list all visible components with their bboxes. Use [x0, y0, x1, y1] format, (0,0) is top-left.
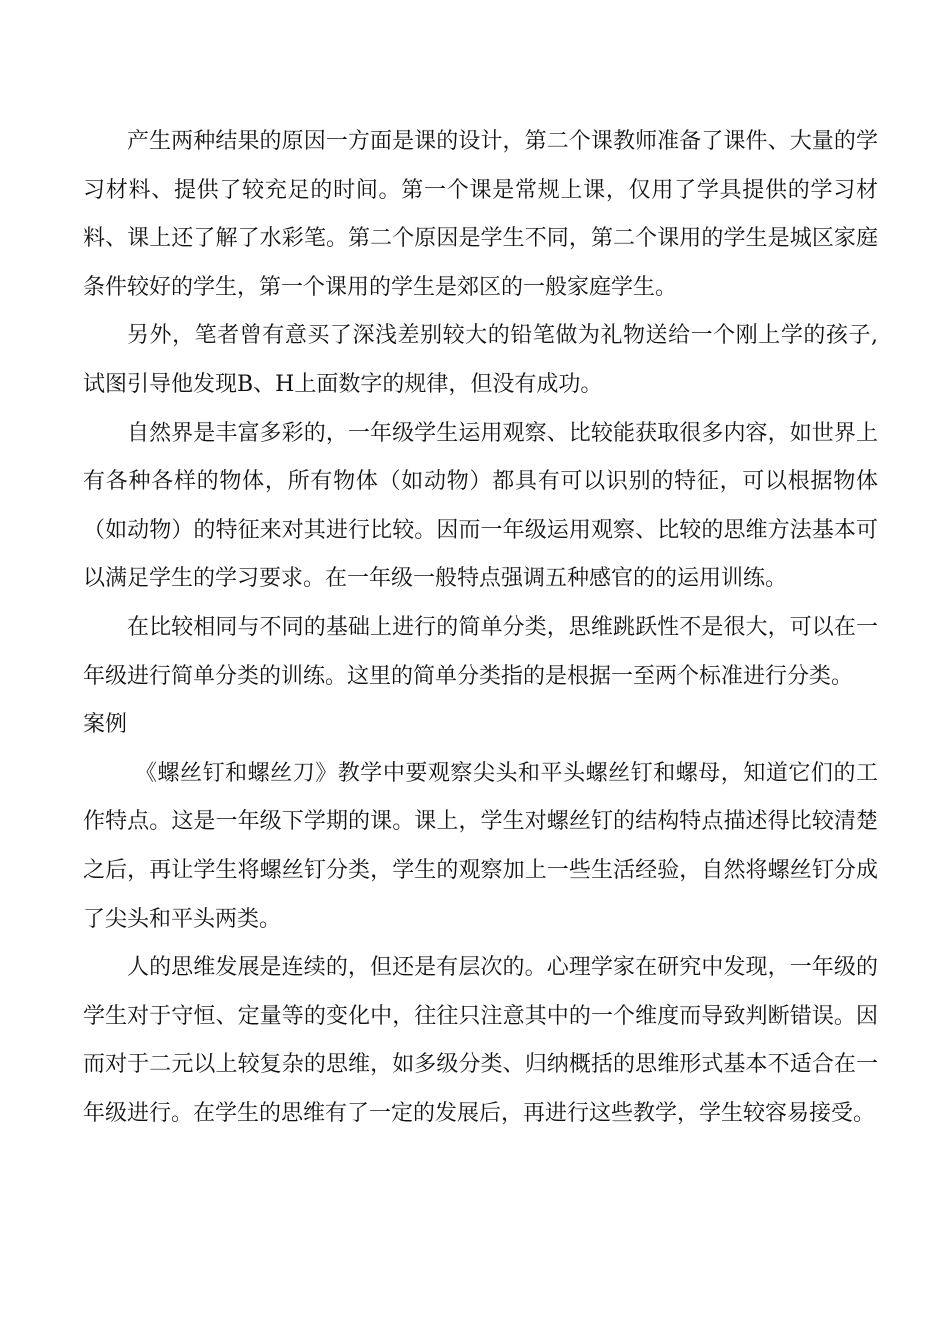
case-label: 案例	[83, 712, 128, 738]
paragraph-screw-case: 《螺丝钉和螺丝刀》教学中要观察尖头和平头螺丝钉和螺母，知道它们的工作特点。这是一年级下学期的课。课上，学生对螺丝钉的结构特点描述得比较清楚之后，再让学生将螺丝钉分类，学生的观察加上一些生活经验，自然将螺丝钉分成了尖头和平头两类。	[83, 760, 878, 932]
document-body	[83, 118, 878, 1138]
paragraph-simple-classification: 在比较相同与不同的基础上进行的简单分类，思维跳跃性不是很大，可以在一年级进行简单分类的训练。这里的简单分类指的是根据一至两个标准进行分类。	[83, 614, 878, 689]
paragraph-nature-observation: 自然界是丰富多彩的，一年级学生运用观察、比较能获取很多内容，如世界上有各种各样的物体，所有物体（如动物）都具有可以识别的特征，可以根据物体（如动物）的特征来对其进行比较。因而一年级运用观察、比较的思维方法基本可以满足学生的学习要求。在一年级一般特点强调五种感官的的运用训练。	[83, 420, 878, 592]
paragraph-pencil-gift: 另外，笔者曾有意买了深浅差别较大的铅笔做为礼物送给一个刚上学的孩子,试图引导他发现B、H上面数字的规律，但没有成功。	[83, 323, 878, 397]
paragraph-thinking-development: 人的思维发展是连续的，但还是有层次的。心理学家在研究中发现，一年级的学生对于守恒、定量等的变化中，往往只注意其中的一个维度而导致判断错误。因而对于二元以上较复杂的思维，如多级分类、归纳概括的思维形式基本不适合在一年级进行。在学生的思维有了一定的发展后，再进行这些教学，学生较容易接受。	[83, 955, 878, 1126]
paragraph-causes: 产生两种结果的原因一方面是课的设计，第二个课教师准备了课件、大量的学习材料、提供了较充足的时间。第一个课是常规上课，仅用了学具提供的学习材料、课上还了解了水彩笔。第二个原因是学生不同，第二个课用的学生是城区家庭条件较好的学生，第一个课用的学生是郊区的一般家庭学生。	[83, 129, 878, 300]
